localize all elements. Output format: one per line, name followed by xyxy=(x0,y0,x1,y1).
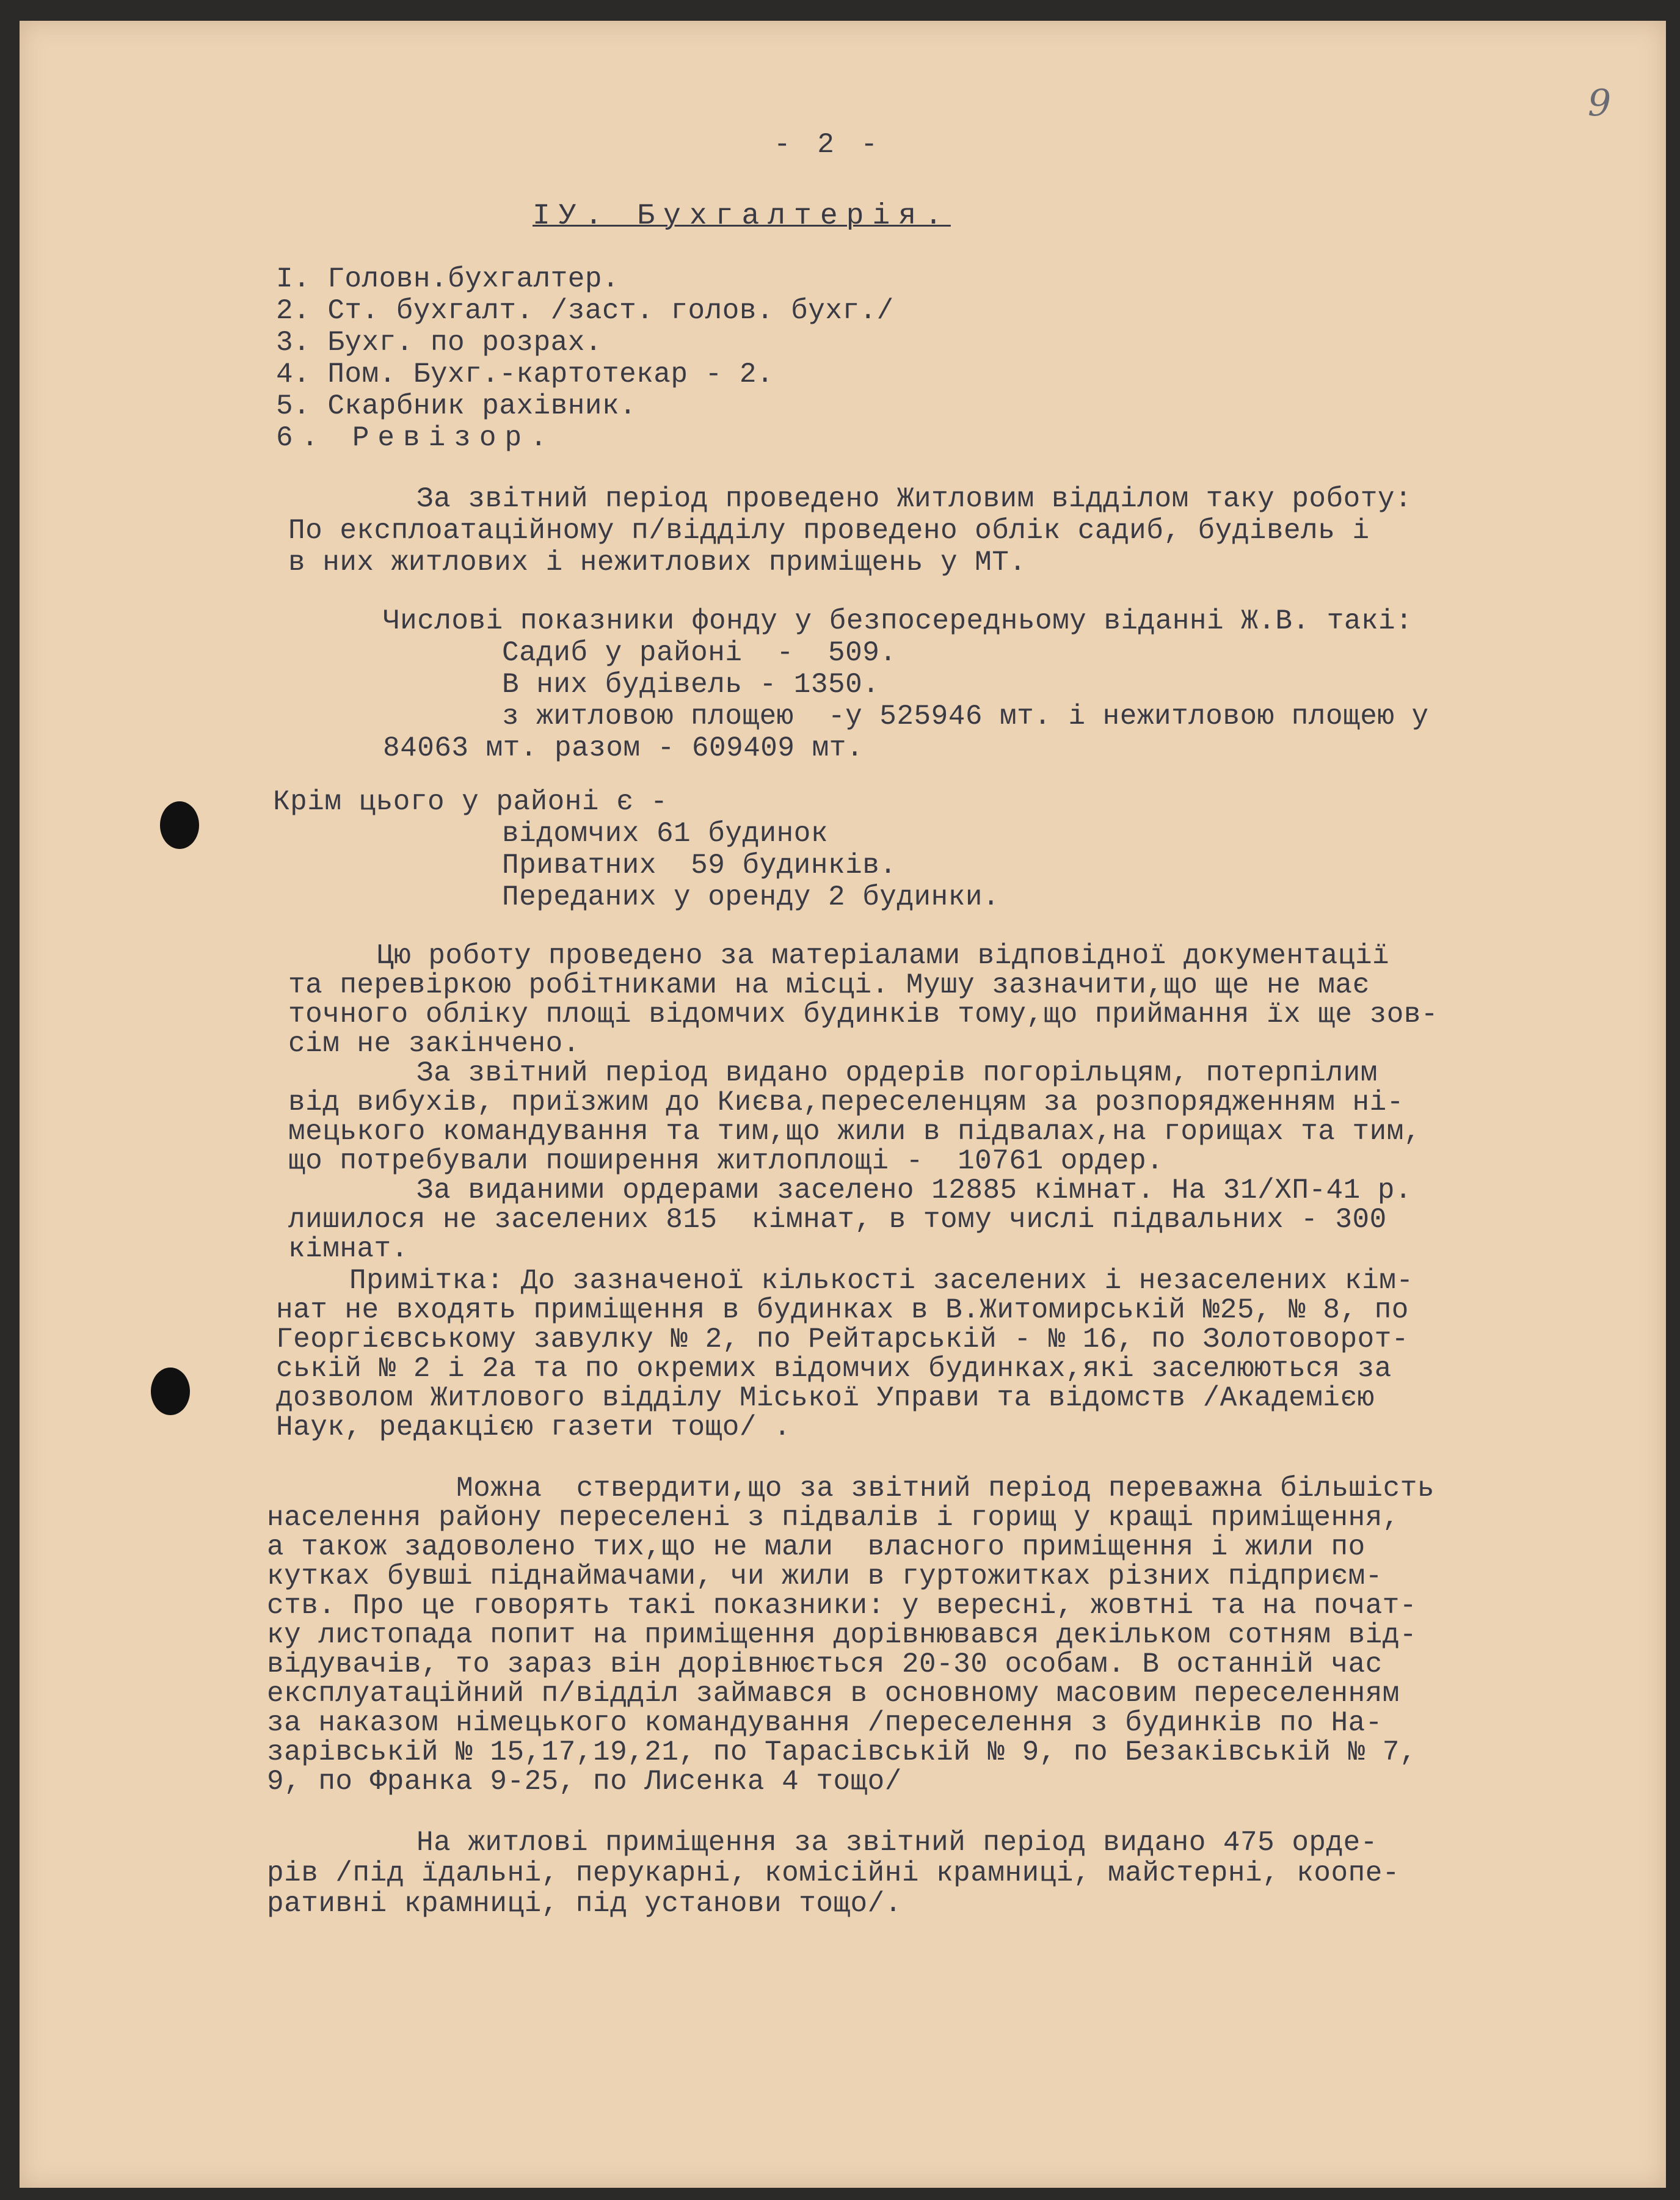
text-line: ств. Про це говорять такі показники: у вересні, жовтні та на почат- xyxy=(267,1590,1417,1622)
text-line: Георгієвському завулку № 2, по Рейтарській - № 16, по Золотоворот- xyxy=(276,1324,1409,1355)
text-line: з житловою площею -у 525946 мт. і нежитловою площею у xyxy=(502,701,1429,732)
text-line: Примітка: До зазначеної кількості заселених і незаселених кім- xyxy=(349,1265,1414,1297)
list-item: 3. Бухг. по розрах. xyxy=(276,327,602,359)
text-line: кімнат. xyxy=(288,1233,409,1265)
document-page xyxy=(20,21,1666,2188)
text-line: експлуатаційний п/відділ займався в основному масовим переселенням xyxy=(267,1678,1400,1710)
text-line: Можна ствердити,що за звітний період переважна більшість xyxy=(456,1473,1435,1504)
text-line: сім не закінчено. xyxy=(288,1028,580,1060)
section-heading: IУ. Бухгалтерія. xyxy=(533,200,951,233)
text-line: По експлоатаційному п/відділу проведено облік садиб, будівель і xyxy=(288,515,1370,547)
text-line: За виданими ордерами заселено 12885 кімнат. На 31/XП-41 р. xyxy=(416,1175,1413,1206)
text-line: за наказом німецького командування /переселення з будинків по На- xyxy=(267,1707,1383,1739)
text-line: Переданих у оренду 2 будинки. xyxy=(502,881,1000,913)
text-line: від вибухів, приїзжим до Києва,переселенцям за розпорядженням ні- xyxy=(288,1087,1404,1118)
text-line: За звітний період видано ордерів погорільцям, потерпілим xyxy=(416,1057,1378,1089)
text-line: мецького командування та тим,що жили в підвалах,на горищах та тим, xyxy=(288,1116,1421,1148)
text-line: нат не входять приміщення в будинках в В.Житомирській №25, № 8, по xyxy=(276,1294,1409,1326)
list-item: I. Головн.бухгалтер. xyxy=(276,263,620,295)
text-line: 9, по Франка 9-25, по Лисенка 4 тощо/ xyxy=(267,1766,902,1798)
text-line: рів /під їдальні, перукарні, комісійні крамниці, майстерні, коопе- xyxy=(267,1857,1400,1889)
text-line: Садиб у районі - 509. xyxy=(502,637,897,669)
page-number: - 2 - xyxy=(774,129,883,161)
text-line: дозволом Житлового відділу Міської Управи та відомств /Академією xyxy=(276,1382,1375,1414)
text-line: лишилося не заселених 815 кімнат, в тому числі підвальних - 300 xyxy=(288,1204,1387,1236)
text-line: Цю роботу проведено за матеріалами відповідної документації xyxy=(377,940,1390,972)
text-line: точного обліку площі відомчих будинків тому,що приймання їх ще зов- xyxy=(288,999,1439,1030)
page-annotation: 9 xyxy=(1588,82,1612,125)
text-line: Крім цього у районі є - xyxy=(273,786,668,818)
text-line: На житлові приміщення за звітний період видано 475 орде- xyxy=(416,1827,1378,1859)
text-line: 84063 мт. разом - 609409 мт. xyxy=(383,732,864,764)
text-line: ку листопада попит на приміщення дорівнювався декільком сотням від- xyxy=(267,1619,1417,1651)
text-line: та перевіркою робітниками на місці. Мушу зазначити,що ще не має xyxy=(288,969,1370,1001)
text-line: В них будівель - 1350. xyxy=(502,669,880,701)
text-line: в них житлових і нежитлових приміщень у МТ. xyxy=(288,547,1027,578)
text-line: зарівській № 15,17,19,21, по Тарасівській № 9, по Безаківській № 7, xyxy=(267,1736,1417,1768)
list-item: 4. Пом. Бухг.-картотекар - 2. xyxy=(276,359,774,390)
list-item: 6. Ревізор. xyxy=(276,422,556,454)
text-line: Приватних 59 будинків. xyxy=(502,850,897,881)
list-item: 2. Ст. бухгалт. /заст. голов. бухг./ xyxy=(276,295,894,327)
text-line: Наук, редакцією газети тощо/ . xyxy=(276,1411,791,1443)
text-line: ській № 2 і 2а та по окремих відомчих будинках,які заселюються за xyxy=(276,1353,1392,1385)
text-line: населення району переселені з підвалів і горищ у кращі приміщення, xyxy=(267,1502,1400,1534)
text-line: кутках бувші піднаймачами, чи жили в гуртожитках різних підприєм- xyxy=(267,1561,1383,1592)
text-line: відомчих 61 будинок xyxy=(502,818,828,850)
punch-hole xyxy=(151,1368,190,1415)
text-line: ративні крамниці, під установи тощо/. xyxy=(267,1888,902,1920)
list-item: 5. Скарбник рахівник. xyxy=(276,390,637,422)
text-line: що потребували поширення житлоплощі - 10761 ордер. xyxy=(288,1145,1164,1177)
text-line: Числові показники фонду у безпосередньому віданні Ж.В. такі: xyxy=(383,605,1413,637)
punch-hole xyxy=(160,801,199,849)
text-line: За звітний період проведено Житловим відділом таку роботу: xyxy=(416,483,1413,515)
text-line: а також задоволено тих,що не мали власного приміщення і жили по xyxy=(267,1531,1365,1563)
text-line: відувачів, то зараз він дорівнюється 20-30 особам. В останній час xyxy=(267,1648,1383,1680)
